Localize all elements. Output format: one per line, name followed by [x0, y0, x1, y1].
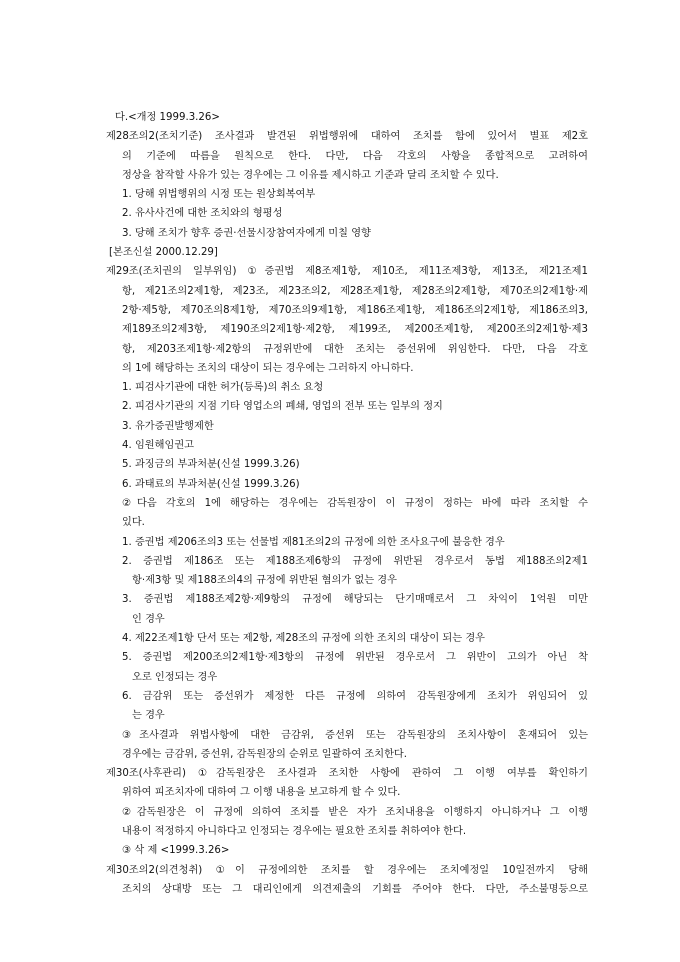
- list-item: 5. 과징금의 부과처분(신설 1999.3.26): [122, 459, 300, 471]
- list-item: 1. 당해 위법행위의 시정 또는 원상회복여부: [122, 189, 316, 201]
- amendment-note: [본조신설 2000.12.29]: [109, 247, 218, 259]
- list-item-continuation: 는 경우: [132, 710, 165, 722]
- list-item: 2. 증권법 제186조 또는 제188조제6항의 규정에 위반된 경우로서 동법 제188조의2제1: [122, 555, 588, 567]
- paragraph-3: ③조사결과 위법사항에 대한 금감위, 증선위 또는 감독원장의 조치사항이 혼재되어 있는: [122, 729, 588, 741]
- text-line: 의 기준에 따름을 원칙으로 한다. 다만, 다음 각호의 사항을 종합적으로 고려하여: [122, 150, 588, 162]
- article-29-heading: 제29조(조치권의 일부위임) ①증권법 제8조제1항, 제10조, 제11조제3항, 제13조, 제21조제1: [106, 266, 588, 278]
- text-line: 정상을 참작할 사유가 있는 경우에는 그 이유를 제시하고 기준과 달리 조치할 수 있다.: [122, 169, 499, 181]
- text-line: 2항·제5항, 제70조의8제1항, 제70조의9제1항, 제186조제1항, 제186조의2제1항, 제186조의3,: [122, 304, 588, 316]
- deleted-paragraph-note: ③ 삭 제 <1999.3.26>: [122, 845, 230, 857]
- text-line: 의 1에 해당하는 조치의 대상이 되는 경우에는 그러하지 아니하다.: [122, 362, 414, 374]
- list-item: 3. 당해 조치가 향후 증권·선물시장참여자에게 미칠 영향: [122, 227, 371, 239]
- list-item-continuation: 오로 인정되는 경우: [132, 671, 218, 683]
- text-line: 항, 제203조제1항·제2항의 규정위반에 대한 조치는 증선위에 위임한다. 다만, 다음 각호: [122, 343, 588, 355]
- text-line: 위하여 피조치자에 대하여 그 이행 내용을 보고하게 할 수 있다.: [122, 787, 401, 799]
- list-item: 2. 유사사건에 대한 조치와의 형평성: [122, 208, 283, 220]
- list-item: 3. 증권법 제188조제2항·제9항의 규정에 해당되는 단기매매로서 그 차익이 1억원 미만: [122, 594, 588, 606]
- article-30-2-heading: 제30조의2(의견청취) ①이 규정에의한 조치를 할 경우에는 조치예정일 10일전까지 당해: [106, 864, 588, 876]
- paragraph-2: ②다음 각호의 1에 해당하는 경우에는 감독원장이 이 규정이 정하는 바에 따라 조치할 수: [122, 497, 588, 509]
- text-line: 제189조의2제3항, 제190조의2제1항·제2항, 제199조, 제200조제1항, 제200조의2제1항·제3: [122, 324, 588, 336]
- list-item: 6. 금감위 또는 증선위가 제정한 다른 규정에 의하여 감독원장에게 조치가 위임되어 있: [122, 690, 588, 702]
- list-item: 5. 증권법 제200조의2제1항·제3항의 규정에 위반된 경우로서 그 위반이 고의가 아닌 착: [122, 652, 588, 664]
- text-line: 경우에는 금감위, 증선위, 감독원장의 순위로 일괄하여 조치한다.: [122, 748, 408, 760]
- article-30-heading: 제30조(사후관리) ①감독원장은 조사결과 조치한 사항에 관하여 그 이행 여부를 확인하기: [106, 768, 588, 780]
- text-line: 항, 제21조의2제1항, 제23조, 제23조의2, 제28조제1항, 제28조의2제1항, 제70조의2제1항·제: [122, 285, 588, 297]
- paragraph-2: ②감독원장은 이 규정에 의하여 조치를 받은 자가 조치내용을 이행하지 아니하거나 그 이행: [122, 806, 588, 818]
- text-line: 조치의 상대방 또는 그 대리인에게 의견제출의 기회를 주어야 한다. 다만, 주소불명등으로: [122, 883, 588, 895]
- list-item-continuation: 인 경우: [132, 613, 165, 625]
- list-item: 2. 피검사기관의 지점 기타 영업소의 폐쇄, 영업의 전부 또는 일부의 정지: [122, 401, 443, 413]
- text-line: 있다.: [122, 517, 145, 529]
- list-item-continuation: 항·제3항 및 제188조의4의 규정에 위반된 혐의가 없는 경우: [132, 575, 397, 587]
- list-item: 1. 증권법 제206조의3 또는 선물법 제81조의2의 규정에 의한 조사요구에 불응한 경우: [122, 536, 505, 548]
- list-item: 1. 피검사기관에 대한 허가(등록)의 취소 요청: [122, 382, 324, 394]
- list-item: 4. 제22조제1항 단서 또는 제2항, 제28조의 규정에 의한 조치의 대상이 되는 경우: [122, 633, 486, 645]
- regulation-text: [0, 108, 680, 899]
- text-line: 내용이 적정하지 아니하다고 인정되는 경우에는 필요한 조치를 취하여야 한다.: [122, 825, 467, 837]
- text-line: 다.<개정 1999.3.26>: [115, 112, 220, 123]
- list-item: 3. 유가증권발행제한: [122, 420, 214, 432]
- list-item: 4. 임원해임권고: [122, 440, 195, 452]
- article-28-2-heading: 제28조의2(조치기준) 조사결과 발견된 위법행위에 대하여 조치를 함에 있어서 별표 제2호: [106, 131, 588, 143]
- list-item: 6. 과태료의 부과처분(신설 1999.3.26): [122, 478, 300, 490]
